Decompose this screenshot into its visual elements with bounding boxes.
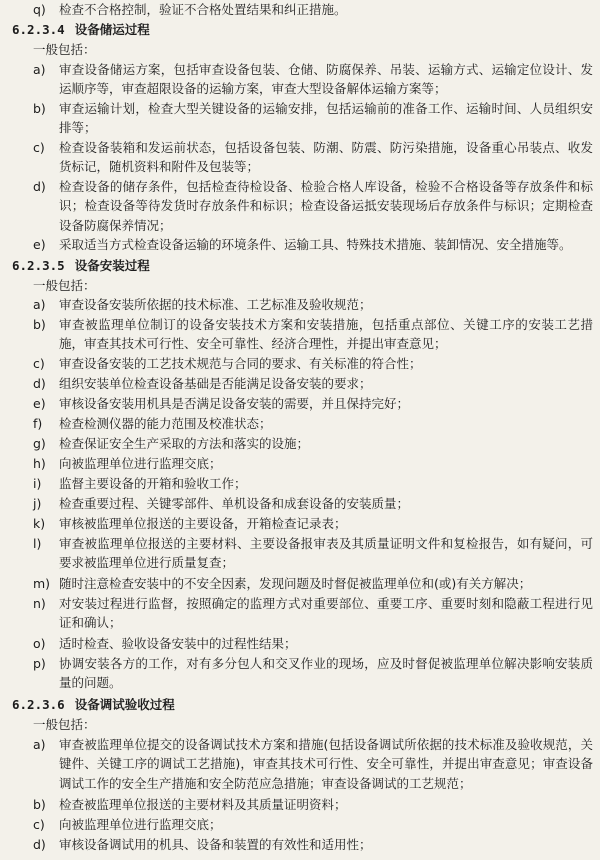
item-label: c) <box>33 140 45 155</box>
item-text: 向被监理单位进行监理交底； <box>59 817 222 832</box>
item-label: n) <box>33 596 46 611</box>
item-label: j) <box>33 496 42 511</box>
section-number: 6.2.3.6 <box>12 697 65 712</box>
section-number: 6.2.3.5 <box>12 258 65 273</box>
item-text: 检查重要过程、关键零部件、单机设备和成套设备的安装质量； <box>59 496 410 511</box>
item-label: g) <box>33 436 46 451</box>
item-text: 审查被监理单位制订的设备安装技术方案和安装措施，包括重点部位、关键工序的安装工艺措施，审查其技术可行性、安全可靠性、经济合理性，并提出审查意见； <box>59 317 593 352</box>
section-intro: 一般包括： <box>33 278 96 293</box>
item-label: q) <box>33 2 46 17</box>
section-title: 设备调试验收过程 <box>74 697 175 712</box>
item-label: e) <box>33 396 46 411</box>
item-text: 审查设备安装所依据的技术标准、工艺标准及验收规范； <box>59 297 372 312</box>
section-title: 设备安装过程 <box>74 258 150 273</box>
item-text: 审核设备安装用机具是否满足设备安装的需要，并且保持完好； <box>59 396 410 411</box>
item-text: 协调安装各方的工作，对有多分包人和交叉作业的现场，应及时督促被监理单位解决影响安装质量的问题。 <box>59 656 593 691</box>
item-text: 检查检测仪器的能力范围及校准状态； <box>59 416 272 431</box>
item-label: o) <box>33 636 46 651</box>
section-heading <box>12 695 175 714</box>
item-text: 审核被监理单位报送的主要设备，开箱检查记录表； <box>59 516 347 531</box>
item-text: 采取适当方式检查设备运输的环境条件、运输工具、特殊技术措施、装卸情况、安全措施等。 <box>59 237 572 252</box>
item-label: c) <box>33 817 45 832</box>
item-label: a) <box>33 297 46 312</box>
item-text: 审查设备安装的工艺技术规范与合同的要求、有关标准的符合性； <box>59 356 422 371</box>
item-text: 检查不合格控制，验证不合格处置结果和纠正措施。 <box>59 2 347 17</box>
section-intro: 一般包括： <box>33 717 96 732</box>
item-text: 审查被监理单位报送的主要材料、主要设备报审表及其质量证明文件和复检报告，如有疑问，可要求被监理单位进行质量复查； <box>59 536 593 571</box>
item-label: d) <box>33 179 46 194</box>
item-label: i) <box>33 476 42 491</box>
item-text: 审查运输计划，检查大型关键设备的运输安排，包括运输前的准备工作、运输时间、人员组织安排等； <box>59 101 593 136</box>
item-text: 检查被监理单位报送的主要材料及其质量证明资料； <box>59 797 347 812</box>
item-text: 向被监理单位进行监理交底； <box>59 456 222 471</box>
item-text: 适时检查、验收设备安装中的过程性结果； <box>59 636 297 651</box>
item-label: b) <box>33 797 46 812</box>
item-label: h) <box>33 456 46 471</box>
item-text: 审查设备储运方案，包括审查设备包装、仓储、防腐保养、吊装、运输方式、运输定位设计、发运顺序等，审查超限设备的运输方案，审查大型设备解体运输方案等； <box>59 62 593 97</box>
item-text: 审查被监理单位提交的设备调试技术方案和措施(包括设备调试所依据的技术标准及验收规范，关键件、关键工序的调试工艺措施)，审查其技术可行性、安全可靠性，并提出审查意见；审查设备调试工作的安全生产措施和安全防范应急措施；审查设备调试的工艺规范； <box>59 737 593 791</box>
item-text: 对安装过程进行监督，按照确定的监理方式对重要部位、重要工序、重要时刻和隐蔽工程进行见证和确认； <box>59 596 593 631</box>
section-heading <box>12 256 150 275</box>
item-label: e) <box>33 237 46 252</box>
item-text: 随时注意检查安装中的不安全因素，发现问题及时督促被监理单位和(或)有关方解决； <box>59 576 532 591</box>
item-label: l) <box>33 536 42 551</box>
item-text: 检查保证安全生产采取的方法和落实的设施； <box>59 436 310 451</box>
item-label: k) <box>33 516 46 531</box>
item-label: b) <box>33 101 46 116</box>
item-label: m) <box>33 576 51 591</box>
item-text: 检查设备的储存条件，包括检查待检设备、检验合格人库设备，检验不合格设备等存放条件和标识；检查设备等待发货时存放条件和标识；检查设备运抵安装现场后存放条件与标识；定期检查设备防腐保养情况； <box>59 179 593 233</box>
section-number: 6.2.3.4 <box>12 22 65 37</box>
item-text: 审核设备调试用的机具、设备和装置的有效性和适用性； <box>59 837 372 852</box>
item-label: d) <box>33 376 46 391</box>
item-text: 检查设备装箱和发运前状态，包括设备包装、防潮、防震、防污染措施，设备重心吊装点、收发货标记，随机资料和附件及包装等； <box>59 140 593 175</box>
section-heading <box>12 20 150 39</box>
item-label: c) <box>33 356 45 371</box>
item-label: a) <box>33 62 46 77</box>
item-text: 组织安装单位检查设备基础是否能满足设备安装的要求； <box>59 376 372 391</box>
item-label: f) <box>33 416 43 431</box>
item-label: d) <box>33 837 46 852</box>
item-label: p) <box>33 656 46 671</box>
item-label: a) <box>33 737 46 752</box>
item-text: 监督主要设备的开箱和验收工作； <box>59 476 247 491</box>
section-intro: 一般包括： <box>33 42 96 57</box>
section-title: 设备储运过程 <box>74 22 150 37</box>
item-label: b) <box>33 317 46 332</box>
